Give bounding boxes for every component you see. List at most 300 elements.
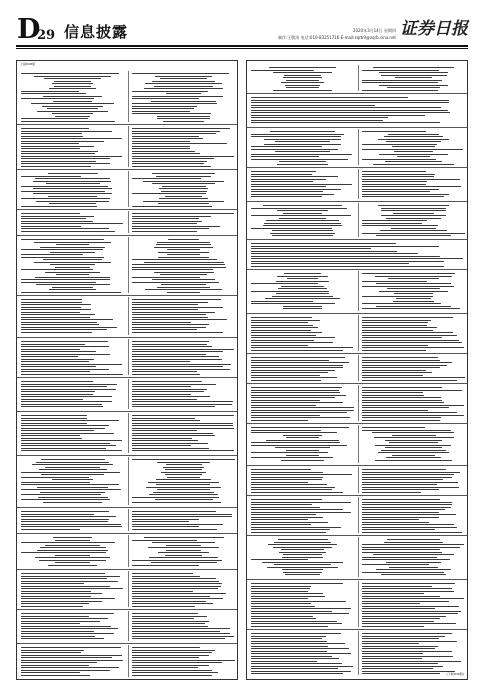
fine-print-line	[21, 399, 83, 400]
fine-print-line	[381, 450, 447, 451]
fine-print-line	[362, 380, 457, 381]
fine-print-line	[132, 223, 197, 224]
fine-print-line	[251, 479, 322, 480]
publication-date: 2020年3月14日 星期四	[352, 28, 396, 33]
fine-print-line	[21, 349, 80, 350]
fine-print-line	[251, 606, 315, 607]
fine-print-line	[21, 73, 119, 74]
fine-print-line	[279, 552, 326, 553]
fine-print-line	[251, 395, 346, 396]
section-divider	[247, 579, 467, 580]
fine-print-line	[21, 472, 120, 473]
fine-print-line	[149, 557, 219, 558]
fine-print-line	[286, 437, 320, 438]
fine-print-line	[21, 443, 110, 444]
fine-print-line	[21, 650, 84, 651]
fine-print-line	[132, 459, 235, 460]
fine-print-line	[251, 365, 343, 366]
fine-print-line	[132, 650, 215, 651]
fine-print-line	[251, 477, 323, 478]
column-divider	[358, 65, 359, 91]
fine-print-line	[251, 643, 345, 644]
fine-print-line	[251, 591, 308, 592]
fine-print-line	[149, 494, 218, 495]
fine-print-line	[21, 249, 103, 250]
section-divider	[17, 507, 237, 508]
fine-print-line	[132, 596, 210, 597]
fine-print-line	[362, 412, 457, 413]
fine-print-line	[362, 611, 461, 612]
fine-print-line	[274, 542, 331, 543]
column-divider	[358, 169, 359, 199]
fine-print-line	[21, 381, 93, 382]
fine-print-line	[21, 302, 82, 303]
fine-print-line	[251, 514, 316, 515]
fine-print-line	[275, 141, 329, 142]
fine-print-line	[21, 631, 94, 632]
fine-print-line	[132, 438, 192, 439]
fine-print-line	[132, 366, 223, 367]
fine-print-line	[362, 643, 419, 644]
fine-print-line	[362, 489, 439, 490]
fine-print-line	[21, 361, 89, 362]
fine-print-line	[55, 555, 90, 556]
fine-print-line	[362, 623, 456, 624]
fine-print-line	[54, 81, 91, 82]
fine-print-line	[43, 259, 102, 260]
fine-print-line	[132, 404, 232, 405]
fine-print-line	[362, 504, 452, 505]
fine-print-line	[32, 464, 113, 465]
fine-print-line	[132, 391, 204, 392]
fine-print-line	[362, 668, 433, 669]
fine-print-line	[132, 665, 209, 666]
fine-print-line	[268, 544, 338, 545]
header-rule-thick	[16, 45, 468, 47]
fine-print-line	[362, 658, 422, 659]
fine-print-line	[251, 370, 335, 371]
fine-print-line	[46, 183, 100, 184]
fine-print-line	[132, 516, 232, 517]
fine-print-line	[21, 448, 106, 449]
fine-print-line	[251, 668, 338, 669]
fine-print-line	[251, 593, 323, 594]
fine-print-line	[251, 504, 312, 505]
fine-print-line	[157, 462, 210, 463]
continued-to-label: (下转D30版)	[446, 672, 464, 676]
fine-print-line	[251, 400, 320, 401]
fine-print-line	[21, 351, 96, 352]
section-divider	[17, 455, 237, 456]
fine-print-line	[251, 317, 312, 318]
fine-print-line	[162, 186, 206, 187]
section-divider	[247, 465, 467, 466]
fine-print-line	[21, 279, 110, 280]
newspaper-logo: 证券日报	[400, 19, 468, 39]
fine-print-line	[132, 386, 191, 387]
fine-print-line	[56, 244, 89, 245]
fine-print-line	[281, 286, 323, 287]
fine-print-line	[381, 75, 447, 76]
fine-print-line	[132, 216, 211, 217]
fine-print-line	[362, 296, 433, 297]
fine-print-line	[132, 146, 190, 147]
fine-print-line	[21, 239, 104, 240]
fine-print-line	[158, 252, 210, 253]
fine-print-line	[152, 279, 215, 280]
fine-print-line	[251, 332, 322, 333]
fine-print-line	[34, 242, 111, 243]
fine-print-line	[362, 598, 464, 599]
fine-print-line	[34, 76, 112, 77]
fine-print-line	[21, 136, 83, 137]
fine-print-line	[53, 537, 92, 538]
fine-print-line	[50, 264, 96, 265]
fine-print-line	[21, 647, 121, 648]
fine-print-line	[53, 101, 93, 102]
fine-print-line	[283, 572, 322, 573]
fine-print-line	[374, 437, 454, 438]
fine-print-line	[132, 613, 198, 614]
fine-print-line	[372, 432, 454, 433]
fine-print-line	[132, 418, 195, 419]
fine-print-line	[21, 542, 115, 543]
fine-print-line	[160, 274, 207, 275]
fine-print-line	[132, 560, 222, 561]
fine-print-line	[36, 462, 110, 463]
fine-print-line	[375, 460, 453, 461]
fine-print-line	[362, 564, 429, 565]
fine-print-line	[132, 91, 208, 92]
section-divider	[247, 495, 467, 496]
fine-print-line	[132, 312, 215, 313]
fine-print-line	[21, 226, 81, 227]
fine-print-line	[362, 196, 444, 197]
fine-print-line	[282, 557, 324, 558]
fine-print-line	[157, 242, 210, 243]
fine-print-line	[362, 395, 424, 396]
fine-print-line	[379, 72, 448, 73]
fine-print-line	[21, 369, 109, 370]
fine-print-line	[251, 507, 320, 508]
fine-print-line	[21, 223, 123, 224]
fine-print-line	[49, 88, 95, 89]
fine-print-line	[251, 509, 343, 510]
fine-print-line	[362, 303, 441, 304]
fine-print-line	[143, 201, 224, 202]
column-divider	[358, 497, 359, 533]
fine-print-line	[21, 292, 121, 293]
fine-print-line	[40, 247, 106, 248]
fine-print-line	[132, 601, 206, 602]
fine-print-line	[52, 83, 92, 84]
fine-print-line	[132, 299, 221, 300]
fine-print-line	[132, 228, 209, 229]
fine-print-line	[362, 365, 447, 366]
fine-print-line	[381, 210, 446, 211]
fine-print-line	[251, 499, 322, 500]
fine-print-line	[362, 345, 428, 346]
fine-print-line	[21, 148, 80, 149]
fine-print-line	[251, 208, 347, 209]
fine-print-line	[362, 273, 455, 274]
fine-print-line	[277, 164, 329, 165]
fine-print-line	[21, 435, 80, 436]
column-divider	[358, 271, 359, 311]
fine-print-line	[132, 304, 198, 305]
fine-print-line	[21, 598, 115, 599]
fine-print-line	[132, 148, 190, 149]
fine-print-line	[21, 341, 108, 342]
fine-print-line	[263, 225, 343, 226]
fine-print-line	[266, 440, 339, 441]
section-divider	[247, 93, 467, 94]
fine-print-line	[362, 487, 459, 488]
fine-print-line	[158, 257, 209, 258]
fine-print-line	[251, 322, 308, 323]
fine-print-line	[166, 550, 200, 551]
fine-print-line	[132, 317, 208, 318]
fine-print-line	[362, 194, 449, 195]
fine-print-line	[21, 161, 96, 162]
fine-print-line	[52, 479, 93, 480]
fine-print-line	[21, 603, 89, 604]
fine-print-line	[132, 591, 193, 592]
fine-print-line	[251, 347, 353, 348]
column-divider	[128, 413, 129, 453]
fine-print-line	[132, 141, 190, 142]
fine-print-line	[362, 479, 443, 480]
fine-print-line	[362, 472, 460, 473]
fine-print-line	[251, 430, 321, 431]
fine-print-line	[21, 499, 110, 500]
section-divider	[17, 209, 237, 210]
fine-print-line	[21, 156, 122, 157]
fine-print-line	[394, 293, 434, 294]
fine-print-line	[251, 261, 444, 262]
fine-print-line	[52, 113, 94, 114]
fine-print-line	[362, 171, 426, 172]
fine-print-line	[158, 203, 210, 204]
fine-print-line	[388, 134, 438, 135]
fine-print-line	[362, 613, 458, 614]
fine-print-line	[251, 532, 326, 533]
fine-print-line	[35, 178, 110, 179]
fine-print-line	[251, 586, 311, 587]
fine-print-line	[251, 320, 320, 321]
fine-print-line	[21, 433, 114, 434]
fine-print-line	[389, 442, 438, 443]
fine-print-line	[21, 118, 88, 119]
fine-print-line	[132, 399, 197, 400]
fine-print-line	[42, 106, 104, 107]
fine-print-line	[21, 623, 80, 624]
fine-print-line	[251, 671, 351, 672]
fine-print-line	[21, 371, 90, 372]
fine-print-line	[132, 540, 197, 541]
fine-print-line	[251, 189, 341, 190]
fine-print-line	[362, 499, 440, 500]
fine-print-line	[45, 467, 99, 468]
fine-print-line	[251, 415, 320, 416]
fine-print-line	[132, 302, 208, 303]
fine-print-line	[21, 477, 89, 478]
column-divider	[358, 129, 359, 165]
fine-print-line	[132, 583, 222, 584]
section-divider	[247, 353, 467, 354]
fine-print-line	[21, 354, 110, 355]
fine-print-line	[373, 554, 455, 555]
fine-print-line	[362, 350, 426, 351]
fine-print-line	[21, 521, 108, 522]
fine-print-line	[21, 662, 97, 663]
fine-print-line	[285, 574, 321, 575]
fine-print-line	[277, 210, 327, 211]
fine-print-line	[362, 233, 465, 234]
fine-print-line	[286, 450, 319, 451]
fine-print-line	[55, 562, 90, 563]
fine-print-line	[21, 638, 104, 639]
fine-print-line	[21, 228, 109, 229]
fine-print-line	[362, 176, 434, 177]
fine-print-line	[362, 663, 438, 664]
fine-print-line	[362, 583, 455, 584]
fine-print-line	[362, 648, 435, 649]
column-divider	[128, 645, 129, 677]
fine-print-line	[251, 136, 341, 137]
fine-print-line	[21, 206, 97, 207]
fine-print-line	[362, 179, 460, 180]
fine-print-line	[167, 477, 200, 478]
fine-print-line	[274, 564, 331, 565]
fine-print-line	[21, 138, 122, 139]
fine-print-line	[251, 194, 334, 195]
fine-print-line	[282, 569, 323, 570]
fine-print-line	[132, 103, 217, 104]
fine-print-line	[362, 514, 456, 515]
fine-print-line	[21, 332, 92, 333]
fine-print-line	[362, 330, 433, 331]
fine-print-line	[379, 85, 448, 86]
fine-print-line	[132, 672, 218, 673]
fine-print-line	[21, 591, 91, 592]
fine-print-line	[362, 544, 464, 545]
fine-print-line	[376, 235, 451, 236]
fine-print-line	[21, 151, 98, 152]
fine-print-line	[132, 581, 219, 582]
fine-print-line	[151, 101, 215, 102]
fine-print-line	[21, 618, 108, 619]
fine-print-line	[393, 213, 434, 214]
fine-print-line	[157, 118, 211, 119]
fine-print-line	[285, 85, 320, 86]
fine-print-line	[251, 638, 322, 639]
fine-print-line	[41, 474, 104, 475]
fine-print-line	[38, 497, 108, 498]
fine-print-line	[278, 539, 328, 540]
fine-print-line	[132, 374, 200, 375]
fine-print-line	[45, 545, 101, 546]
fine-print-line	[251, 397, 335, 398]
fine-print-line	[21, 327, 117, 328]
fine-print-line	[362, 661, 461, 662]
fine-print-line	[21, 423, 87, 424]
fine-print-line	[132, 628, 230, 629]
fine-print-line	[362, 377, 465, 378]
fine-print-line	[132, 593, 226, 594]
fine-print-line	[21, 576, 120, 577]
fine-print-line	[39, 560, 107, 561]
fine-print-line	[251, 390, 339, 391]
fine-print-line	[154, 86, 213, 87]
fine-print-line	[35, 277, 111, 278]
fine-print-line	[378, 452, 449, 453]
fine-print-line	[21, 191, 105, 192]
fine-print-line	[132, 277, 200, 278]
fine-print-line	[251, 120, 383, 121]
fine-print-line	[251, 134, 344, 135]
fine-print-line	[166, 545, 202, 546]
header-rule-thin	[16, 48, 468, 49]
fine-print-line	[154, 272, 214, 273]
fine-print-line	[21, 359, 94, 360]
fine-print-line	[21, 655, 122, 656]
fine-print-line	[132, 226, 220, 227]
fine-print-line	[362, 405, 464, 406]
fine-print-line	[132, 113, 211, 114]
fine-print-line	[362, 527, 457, 528]
fine-print-line	[251, 603, 311, 604]
fine-print-line	[362, 308, 460, 309]
fine-print-line	[132, 344, 207, 345]
fine-print-line	[385, 161, 442, 162]
fine-print-line	[132, 616, 207, 617]
fine-print-line	[132, 111, 190, 112]
fine-print-line	[132, 359, 222, 360]
fine-print-line	[251, 392, 340, 393]
fine-print-line	[251, 442, 340, 443]
fine-print-line	[362, 362, 452, 363]
fine-print-line	[132, 369, 230, 370]
fine-print-line	[132, 259, 217, 260]
fine-print-line	[251, 527, 341, 528]
fine-print-line	[376, 569, 451, 570]
fine-print-line	[362, 357, 438, 358]
fine-print-line	[251, 375, 320, 376]
column-divider	[128, 211, 129, 233]
fine-print-line	[251, 335, 316, 336]
fine-print-line	[21, 309, 91, 310]
fine-print-line	[283, 306, 321, 307]
fine-print-line	[362, 519, 419, 520]
fine-print-line	[362, 347, 464, 348]
fine-print-line	[362, 671, 455, 672]
fine-print-line	[132, 573, 193, 574]
fine-print-line	[146, 487, 221, 488]
fine-print-line	[21, 384, 117, 385]
fine-print-line	[144, 88, 223, 89]
fine-print-line	[132, 133, 216, 134]
fine-print-line	[362, 144, 437, 145]
fine-print-line	[132, 667, 198, 668]
fine-print-line	[50, 252, 95, 253]
fine-print-line	[132, 361, 190, 362]
fine-print-line	[379, 154, 449, 155]
fine-print-line	[251, 608, 351, 609]
fine-print-line	[21, 389, 116, 390]
fine-print-line	[393, 301, 434, 302]
fine-print-line	[167, 249, 200, 250]
